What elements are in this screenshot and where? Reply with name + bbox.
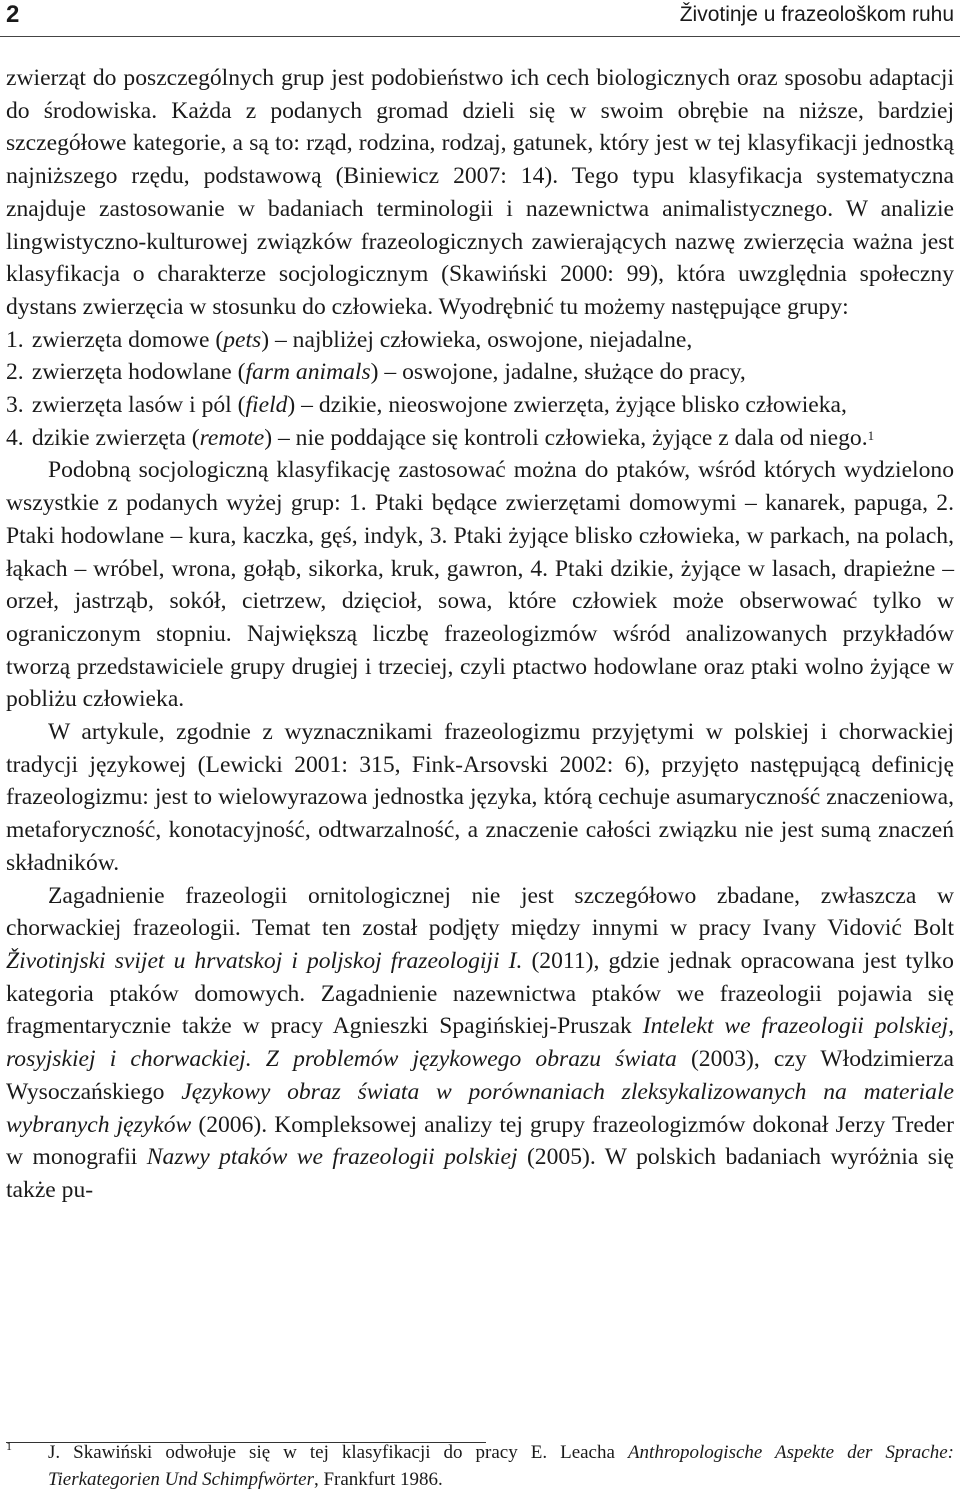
list-number: 1. <box>6 326 24 353</box>
body-text <box>6 62 954 1207</box>
footnote-text <box>6 1439 954 1493</box>
list-text: ) – dzikie, nieoswojone zwierzęta, żyjące blisko człowieka, <box>287 392 847 419</box>
list-term: pets <box>223 326 262 353</box>
footnote-work-title: Anthropologische Aspekte der Sprache: Tierkategorien Und Schimpfwörter <box>48 1442 954 1490</box>
footnote-text-part: , Frankfurt 1986. <box>313 1469 443 1490</box>
list-text: ) – najbliżej człowieka, oswojone, niejadalne, <box>261 326 693 353</box>
footnote-text-part: J. Skawiński odwołuje się w tej klasyfikacji do pracy E. Leacha <box>48 1442 628 1463</box>
work-title: Językowy obraz świata w porównaniach zleksykalizowanych na materiale wybranych języków <box>6 1078 954 1138</box>
paragraph-4-text: (2006). Kompleksowej analizy tej grupy frazeologizmów dokonał Jerzy Treder w monografii <box>6 1111 954 1171</box>
list-item <box>6 422 954 455</box>
list-text: zwierzęta hodowlane ( <box>31 359 246 386</box>
list-term: farm animals <box>245 359 371 386</box>
paragraph-4-text: (2005). W polskich badaniach wyróżnia się także pu- <box>6 1144 954 1203</box>
group-list <box>6 324 954 455</box>
page-number: 2 <box>6 1 20 28</box>
paragraph-1-part-a: zwierząt do poszczególnych grup jest podobieństwo ich cech biologicznych oraz sposobu adaptacji do środowiska. <box>6 65 954 124</box>
paragraph-1 <box>6 62 954 324</box>
list-number: 3. <box>6 392 24 419</box>
list-number: 2. <box>6 359 24 386</box>
list-text: ) – nie poddające się kontroli człowieka, żyjące z dala od niego. <box>264 424 868 451</box>
paragraph-2: Podobną socjologiczną klasyfikację zastosować można do ptaków, wśród których wydzielono wszystkie z podanych wyżej grup: 1. Ptaki będące zwierzętami domowymi – kanarek, papuga, 2. Ptaki hodowlane – kura, kaczka, gęś, indyk, 3. Ptaki żyjące blisko człowieka, w parkach, na polach, łąkach – wróbel, wrona, gołąb, sikorka, kruk, gawron, 4. Ptaki dzikie, żyjące w lasach, drapieżne – orzeł, jastrząb, sokół, cietrzew, dzięcioł, sowa, które człowiek może obserwować tylko w ograniczonym stopniu. Największą liczbę frazeologizmów wśród analizowanych przykładów tworzą przedstawiciele grupy drugiej i trzeciej, czyli ptactwo hodowlane oraz ptaki wolno żyjące w pobliżu człowieka. <box>6 457 954 713</box>
paragraph-3: W artykule, zgodnie z wyznacznikami frazeologizmu przyjętymi w polskiej i chorwackiej tradycji językowej (Lewicki 2001: 315, Fink-Arsovski 2002: 6), przyjęto następującą definicję frazeologizmu: jest to wielowyrazowa jednostka języka, którą cechuje asumaryczność znaczeniowa, metaforyczność, konotacyjność, odtwarzalność, a znaczenie całości związku nie jest sumą znaczeń składników. <box>6 719 954 876</box>
paragraph-1-part-c: W analizie lingwistyczno-kulturowej związków frazeologicznych zawierających nazwę zwierzęcia ważna jest klasyfikacja o charakterze socjologicznym (Skawiński 2000: 99), która uwzględnia społeczny dystans zwierzęcia w stosunku do człowieka. Wyodrębnić tu możemy następujące grupy: <box>6 195 954 320</box>
list-text: dzikie zwierzęta ( <box>31 424 200 451</box>
list-term: field <box>245 392 288 419</box>
paragraph-4-text: Zagadnienie frazeologii ornitologicznej nie jest szczegółowo zbadane, zwłaszcza w chorwackiej frazeologii. Temat ten został podjęty między innymi w pracy Ivany Vidović Bolt <box>6 882 954 942</box>
work-title: Intelekt we frazeologii polskiej, rosyjskiej i chorwackiej. Z problemów językowego obrazu świata <box>6 1013 954 1073</box>
footnote <box>6 1439 954 1493</box>
list-item <box>6 389 954 422</box>
running-title: Životinje u frazeološkom ruhu <box>679 3 954 26</box>
list-item <box>6 356 954 389</box>
list-term: remote <box>199 424 265 451</box>
footnote-mark: 1 <box>6 1439 12 1453</box>
list-text: ) – oswojone, jadalne, służące do pracy, <box>370 359 746 386</box>
paragraph-4-text: (2011), gdzie jednak opracowana jest tylko kategoria ptaków domowych. Zagadnienie nazewnictwa ptaków we frazeologii pojawia się fragmentarycznie także w pracy Agnieszki Spagińskiej-Pruszak <box>6 947 954 1040</box>
list-number: 4. <box>6 424 24 451</box>
list-text: zwierzęta domowe ( <box>31 326 224 353</box>
paragraph-1-part-b: Każda z podanych gromad dzieli się w swoim obrębie na niższe, bardziej szczegółowe kategorie, a są to: rząd, rodzina, rodzaj, gatunek, który jest w tej klasyfikacji jednostką najniższego rzędu, podstawową (Biniewicz 2007: 14). Tego typu klasyfikacja systematyczna znajduje zastosowanie w badaniach terminologii i nazewnictwa animalistycznego. <box>6 97 955 222</box>
paragraph-4 <box>6 880 954 1207</box>
page-header <box>0 0 960 40</box>
work-title: Nazwy ptaków we frazeologii polskiej <box>146 1144 518 1171</box>
list-item <box>6 324 954 357</box>
header-rule <box>0 36 960 37</box>
list-text: zwierzęta lasów i pól ( <box>31 392 246 419</box>
footnote-reference: 1 <box>867 427 875 443</box>
paragraph-4-text: (2003), czy Włodzimierza Wysoczańskiego <box>6 1046 954 1105</box>
work-title: Životinjski svijet u hrvatskoj i poljskoj frazeologiji I. <box>6 947 523 974</box>
